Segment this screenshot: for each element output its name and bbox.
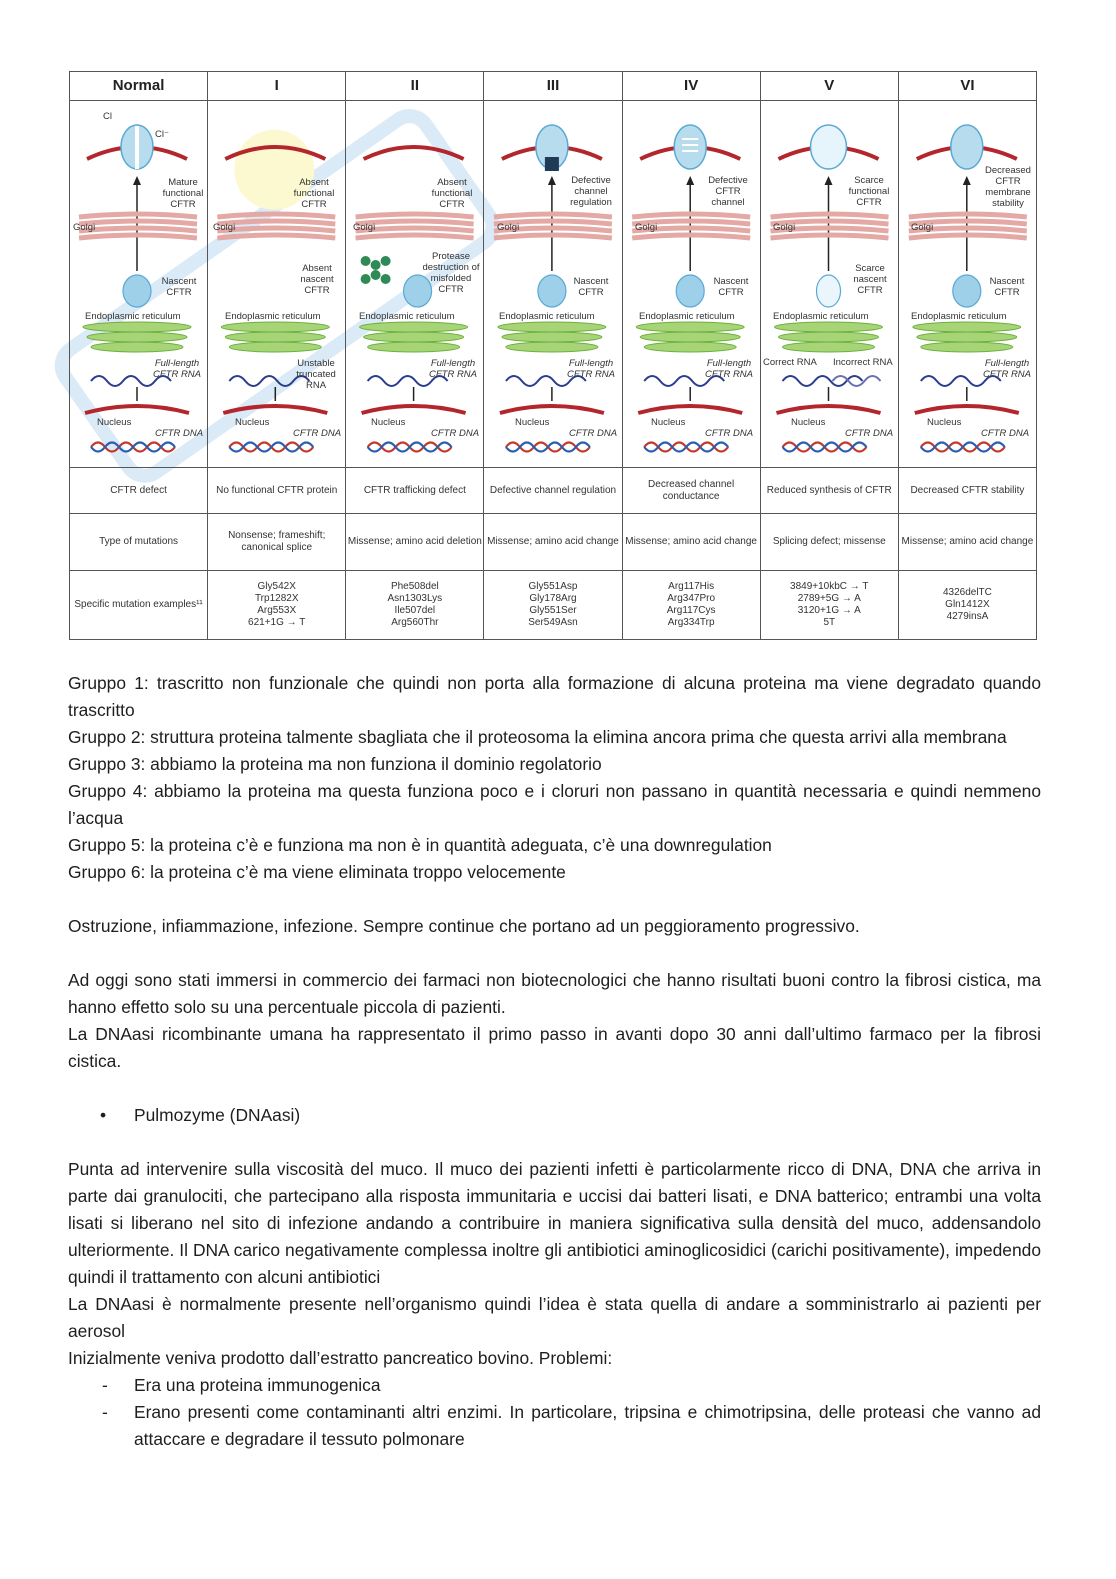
nucleus-label: Nucleus [97,417,132,428]
dash-item [68,1372,1041,1399]
golgi-label: Golgi [73,222,96,233]
defect-cell: Decreased channel conductance [622,468,760,514]
row-label-defect: CFTR defect [70,468,208,514]
defect-cell: No functional CFTR protein [208,468,346,514]
paragraph-symptoms: Ostruzione, infiammazione, infezione. Sempre continue che portano ad un peggioramento progressivo. [68,916,860,936]
group-3: Gruppo 3: abbiamo la proteina ma non funziona il dominio regolatorio [68,754,602,774]
type-cell: Missense; amino acid change [622,514,760,571]
cftr-classes-table [69,71,1037,640]
paragraph-bovine: Inizialmente veniva prodotto dall’estratto pancreatico bovino. Problemi: [68,1348,613,1368]
dash-mark: - [102,1402,108,1422]
paragraph-aerosol: La DNAasi è normalmente presente nell’organismo quindi l’idea è stata quella di andare a somministrarlo ai pazienti per aerosol [68,1294,1041,1341]
label-i-top: Absent functional CFTR [293,177,335,210]
label-iii-top: Defective channel regulation [570,175,612,208]
er-label: Endoplasmic reticulum [911,311,1007,322]
paragraph-drugs: Ad oggi sono stati immersi in commercio dei farmaci non biotecnologici che hanno risultati buoni contro la fibrosi cistica, ma hanno effetto solo su una percentuale piccola di pazienti. [68,970,1041,1017]
type-cell: Missense; amino acid change [484,514,622,571]
col-v: V [760,72,898,101]
dash-text: Erano presenti come contaminanti altri enzimi. In particolare, tripsina e chimotripsina, delle proteasi che vanno ad attaccare e degradare il tessuto polmonare [134,1402,1041,1449]
nucleus-label: Nucleus [651,417,686,428]
golgi-label: Golgi [497,222,520,233]
label-normal-top: Mature functional CFTR [162,177,204,210]
er-label: Endoplasmic reticulum [225,311,321,322]
paragraph-dnase: La DNAasi ricombinante umana ha rappresentato il primo passo in avanti dopo 30 anni dall’ultimo farmaco per la fibrosi cistica. [68,1024,1041,1071]
label-i-rna: Unstable truncated RNA [296,358,336,391]
label-iv-mid: Nascent CFTR [713,276,749,298]
label-vi-rna: Full-length CFTR RNA [982,358,1032,380]
dash-text: Era una proteina immunogenica [134,1375,381,1395]
examples-cell: Gly551Asp Gly178Arg Gly551Ser Ser549Asn [484,571,622,640]
cftr-dna-label: CFTR DNA [845,428,894,439]
group-4: Gruppo 4: abbiamo la proteina ma questa funziona poco e i cloruri non passano in quantità necessaria e quindi nemmeno l’acqua [68,781,1041,828]
er-label: Endoplasmic reticulum [639,311,735,322]
golgi-label: Golgi [213,222,236,233]
label-normal-mid: Nascent CFTR [161,276,197,298]
label-ii-rna: Full-length CFTR RNA [428,358,478,380]
er-label: Endoplasmic reticulum [85,311,181,322]
golgi-label: Golgi [773,222,796,233]
type-cell: Missense; amino acid change [898,514,1036,571]
er-label: Endoplasmic reticulum [773,311,869,322]
label-ii-mid: Protease destruction of misfolded CFTR [422,251,480,295]
chloride-label: Cl [103,111,112,122]
col-iv: IV [622,72,760,101]
chloride-label: Cl⁻ [155,129,169,140]
paragraph-mucus: Punta ad intervenire sulla viscosità del muco. Il muco dei pazienti infetti è particolarmente ricco di DNA, DNA che arriva in parte dai granulociti, che partecipano alla risposta immunitaria e uccisi dai batteri lisati, e DNA batterico; entrambi una volta lisati si liberano nel sito di infezione andando a contribuire in maniera significativa sulla densità del muco, addensandolo ulteriormente. Il DNA carico negativamente complessa inoltre gli antibiotici aminoglicosidici (carichi positivamente), impedendo quindi il trattamento con alcuni antibiotici [68,1159,1041,1287]
golgi-label: Golgi [911,222,934,233]
cftr-dna-label: CFTR DNA [431,428,480,439]
nucleus-label: Nucleus [791,417,826,428]
group-2: Gruppo 2: struttura proteina talmente sbagliata che il proteosoma la elimina ancora prima che questa arrivi alla membrana [68,727,1007,747]
bullet-item [68,1102,1041,1129]
cftr-dna-label: CFTR DNA [293,428,342,439]
col-i: I [208,72,346,101]
er-label: Endoplasmic reticulum [499,311,595,322]
defect-cell: CFTR trafficking defect [346,468,484,514]
nucleus-label: Nucleus [927,417,962,428]
cftr-dna-label: CFTR DNA [981,428,1030,439]
dash-mark: - [102,1375,108,1395]
golgi-label: Golgi [353,222,376,233]
label-iv-top: Defective CFTR channel [708,175,748,208]
type-cell: Nonsense; frameshift; canonical splice [208,514,346,571]
nucleus-label: Nucleus [371,417,406,428]
row-label-examples: Specific mutation examples¹¹ [70,571,208,640]
row-label-types: Type of mutations [70,514,208,571]
nucleus-label: Nucleus [515,417,550,428]
label-v-rna-correct: Correct RNA [763,357,817,368]
examples-cell: 4326delTC Gln1412X 4279insA [898,571,1036,640]
bullet-mark: • [100,1105,107,1125]
cftr-dna-label: CFTR DNA [569,428,618,439]
label-v-mid: Scarce nascent CFTR [853,263,887,296]
defect-cell: Defective channel regulation [484,468,622,514]
group-6: Gruppo 6: la proteina c’è ma viene eliminata troppo velocemente [68,862,566,882]
cftr-dna-label: CFTR DNA [155,428,204,439]
label-v-rna-incorrect: Incorrect RNA [833,357,893,368]
er-label: Endoplasmic reticulum [359,311,455,322]
label-i-mid: Absent nascent CFTR [300,263,334,296]
type-cell: Missense; amino acid deletion [346,514,484,571]
group-5: Gruppo 5: la proteina c’è e funziona ma non è in quantità adeguata, c’è una downregulation [68,835,772,855]
label-vi-mid: Nascent CFTR [989,276,1025,298]
col-iii: III [484,72,622,101]
label-iii-rna: Full-length CFTR RNA [566,358,616,380]
defect-cell: Decreased CFTR stability [898,468,1036,514]
type-cell: Splicing defect; missense [760,514,898,571]
examples-cell: Arg117His Arg347Pro Arg117Cys Arg334Trp [622,571,760,640]
cftr-mutation-classes-figure [69,71,1037,638]
examples-cell: 3849+10kbC → T 2789+5G → A 3120+1G → A 5T [760,571,898,640]
cftr-dna-label: CFTR DNA [705,428,754,439]
dash-item [68,1399,1041,1453]
bullet-text: Pulmozyme (DNAasi) [134,1105,301,1125]
examples-cell: Gly542X Trp1282X Arg553X 621+1G → T [208,571,346,640]
nucleus-label: Nucleus [235,417,270,428]
document-body [68,670,1041,1453]
label-iii-mid: Nascent CFTR [573,276,609,298]
group-1: Gruppo 1: trascritto non funzionale che quindi non porta alla formazione di alcuna proteina ma viene degradato quando trascritto [68,673,1041,720]
col-normal: Normal [70,72,208,101]
label-normal-rna: Full-length CFTR RNA [152,358,202,380]
golgi-label: Golgi [635,222,658,233]
col-vi: VI [898,72,1036,101]
defect-cell: Reduced synthesis of CFTR [760,468,898,514]
col-ii: II [346,72,484,101]
label-ii-top: Absent functional CFTR [431,177,473,210]
label-vi-top: Decreased CFTR membrane stability [985,165,1031,209]
label-iv-rna: Full-length CFTR RNA [704,358,754,380]
label-v-top: Scarce functional CFTR [848,175,890,208]
examples-cell: Phe508del Asn1303Lys Ile507del Arg560Thr [346,571,484,640]
